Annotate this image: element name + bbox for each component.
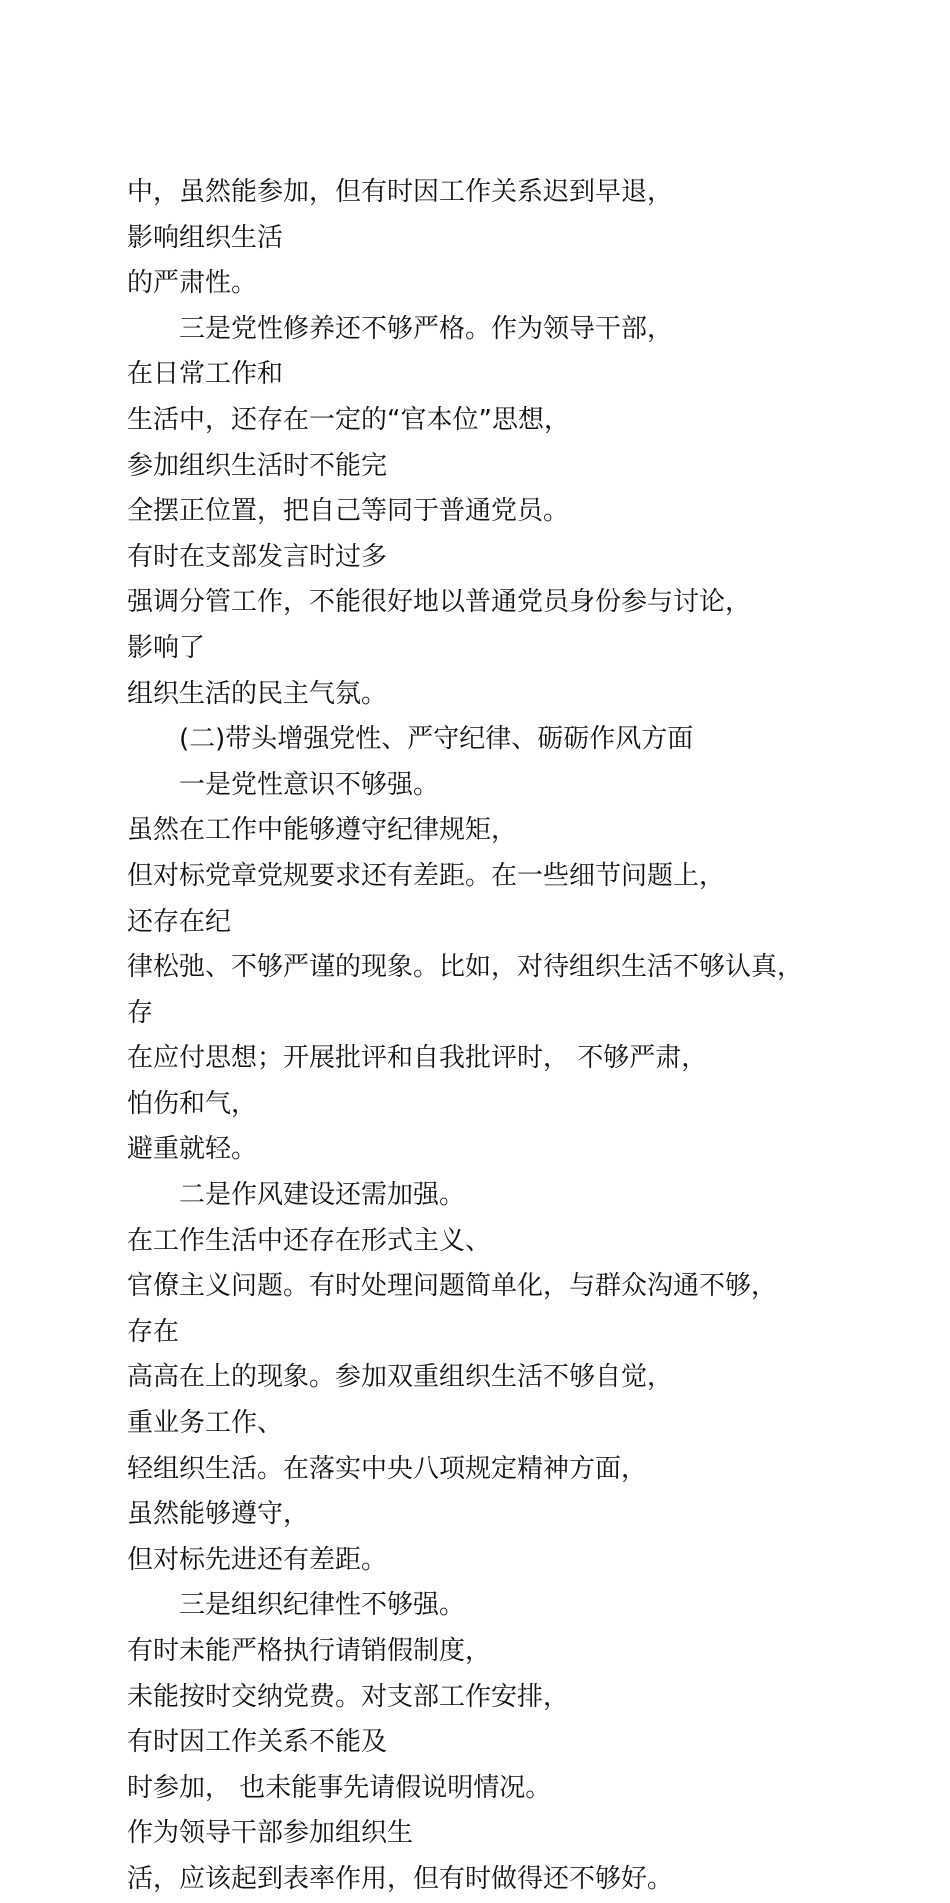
paragraph-party-cultivation: 三是党性修养还不够严格。作为领导干部，在日常工作和 生活中，还存在一定的“官本位”思想，参加组织生活时不能完 全摆正位置，把自己等同于普通党员。有时在支部发言时过多 强调分管工作，不能很好地以普通党员身份参与讨论，影响了 组织生活的民主气氛。 (127, 313, 752, 709)
document-body (127, 170, 827, 1903)
paragraph-continuation: 中，虽然能参加，但有时因工作关系迟到早退，影响组织生活 的严肃性。 (127, 177, 674, 299)
section-heading-2: (二)带头增强党性、严守纪律、砺砺作风方面 (179, 724, 694, 755)
paragraph-organizational-discipline: 三是组织纪律性不够强。有时未能严格执行请销假制度， 未能按时交纳党费。对支部工作安排，有时因工作关系不能及 时参加， 也未能事先请假说明情况。作为领导干部参加组织生 活，应该起到表率作用，但有时做得还不够好。 (127, 1590, 674, 1894)
paragraph-party-awareness: 一是党性意识不够强。虽然在工作中能够遵守纪律规矩， 但对标党章党规要求还有差距。在一些细节问题上，还存在纪 律松弛、不够严谨的现象。比如，对待组织生活不够认真，存 在应付思想；开展批评和自我批评时， 不够严肃， 怕伤和气， 避重就轻。 (127, 769, 804, 1165)
paragraph-work-style: 二是作风建设还需加强。在工作生活中还存在形式主义、 官僚主义问题。有时处理问题简单化，与群众沟通不够，存在 高高在上的现象。参加双重组织生活不够自觉，重业务工作、 轻组织生活。在落实中央八项规定精神方面，虽然能够遵守， 但对标先进还有差距。 (127, 1180, 778, 1575)
